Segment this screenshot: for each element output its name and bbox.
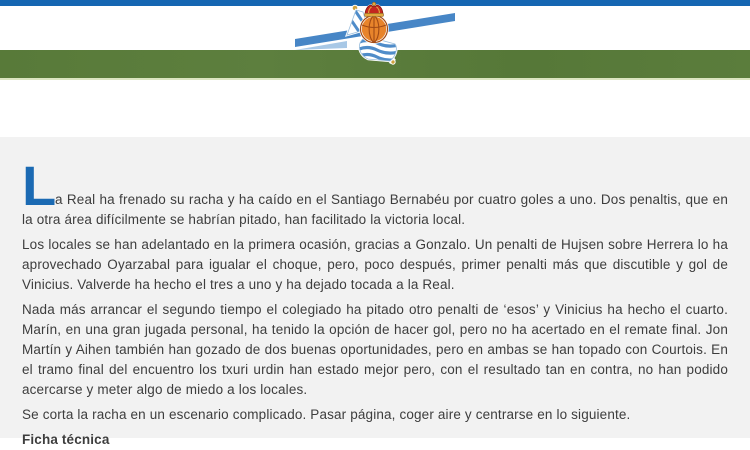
article-paragraph: Los locales se han adelantado en la primera ocasión, gracias a Gonzalo. Un penalti de Hujsen sobre Herrera lo ha aprovechado Oyarzabal para igualar el choque, pero, poco después, primer penalti más que discutible y gol de Vinicius. Valverde ha hecho el tres a uno y ha dejado tocada a la Real. xyxy=(22,237,728,292)
banner-white-strip-bottom xyxy=(0,80,750,137)
paragraph-text: a Real ha frenado su racha y ha caído en el Santiago Bernabéu por cuatro goles a uno. Dos penaltis, que en la otra área difícilmente se habrían pitado, han facilitado la victoria local. xyxy=(22,192,728,227)
article-paragraph: Nada más arrancar el segundo tiempo el colegiado ha pitado otro penalti de ‘esos’ y Vinicius ha hecho el cuarto. Marín, en una gran jugada personal, ha tenido la opción de hacer gol, pero no ha acertado en el remate final. Jon Martín y Aihen también han gozado de dos buenas oportunidades, pero en ambas se han topado con Courtois. En el tramo final del encuentro los txuri urdin han estado mejor pero, con el resultado tan en contra, no han podido acercarse y meter algo de miedo a los locales. xyxy=(22,302,728,397)
drop-cap-letter: L xyxy=(22,154,57,217)
ficha-tecnica-heading: Ficha técnica xyxy=(22,432,110,447)
article-body xyxy=(0,137,750,447)
header-banner xyxy=(0,0,750,137)
article-paragraph: Se corta la racha en un escenario complicado. Pasar página, coger aire y centrarse en lo siguiente. xyxy=(22,407,631,422)
real-sociedad-crest-icon xyxy=(335,1,415,67)
article-paragraph xyxy=(22,154,728,230)
